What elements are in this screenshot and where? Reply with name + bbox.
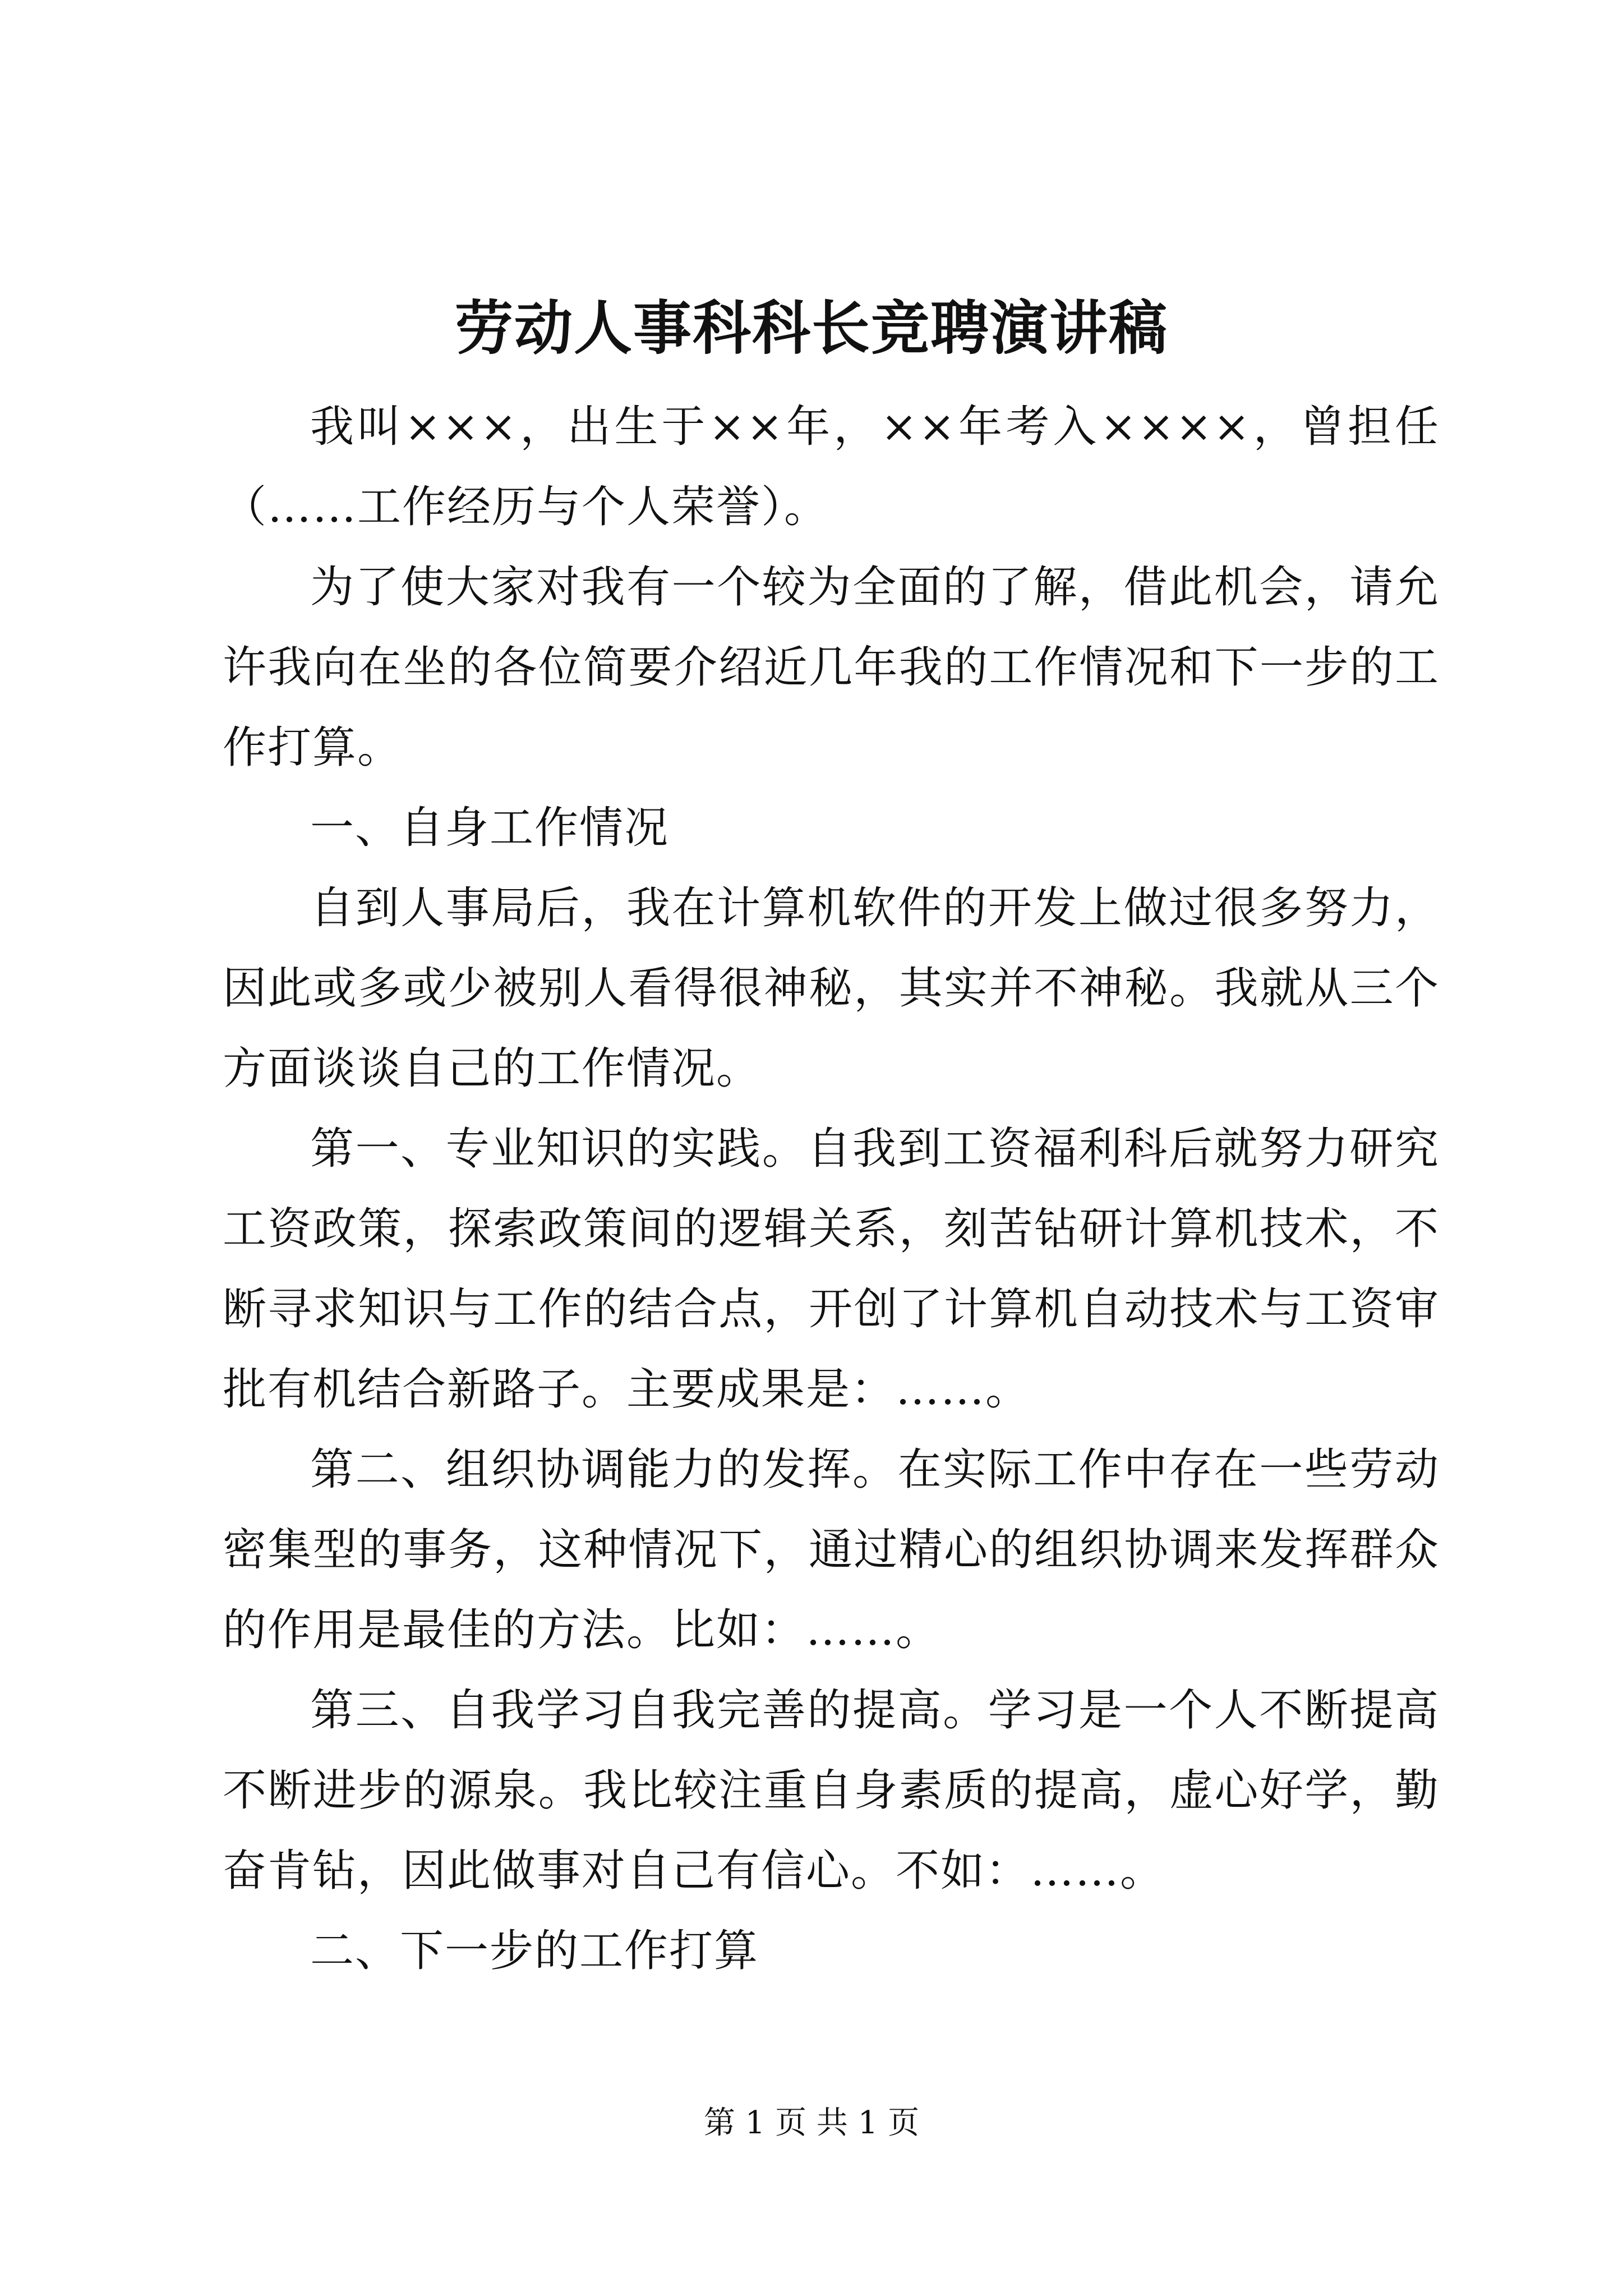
paragraph-first-point: 第一、专业知识的实践。自我到工资福利科后就努力研究工资政策，探索政策间的逻辑关系，刻苦钻研计算机技术，不断寻求知识与工作的结合点，开创了计算机自动技术与工资审批有机结合新路子。主要成果是：……。 xyxy=(223,1124,1440,1415)
page-footer: 第 1 页 共 1 页 xyxy=(703,2105,920,2141)
section-heading-1: 一、自身工作情况 xyxy=(310,803,670,853)
section-heading-2: 二、下一步的工作打算 xyxy=(310,1926,759,1976)
document-body xyxy=(223,387,1440,1991)
paragraph-second-point: 第二、组织协调能力的发挥。在实际工作中存在一些劳动密集型的事务，这种情况下，通过精心的组织协调来发挥群众的作用是最佳的方法。比如：……。 xyxy=(223,1444,1440,1655)
paragraph-intro: 我叫×××，出生于××年，××年考入××××，曾担任（……工作经历与个人荣誉）。 xyxy=(223,402,1440,532)
paragraph-work-overview: 自到人事局后，我在计算机软件的开发上做过很多努力，因此或多或少被别人看得很神秘，其实并不神秘。我就从三个方面谈谈自己的工作情况。 xyxy=(223,883,1440,1094)
paragraph-third-point: 第三、自我学习自我完善的提高。学习是一个人不断提高不断进步的源泉。我比较注重自身素质的提高，虚心好学，勤奋肯钻，因此做事对自己有信心。不如：……。 xyxy=(223,1685,1440,1896)
document-title: 劳动人事科科长竞聘演讲稿 xyxy=(454,293,1168,362)
paragraph-purpose: 为了使大家对我有一个较为全面的了解，借此机会，请允许我向在坐的各位简要介绍近几年我的工作情况和下一步的工作打算。 xyxy=(223,562,1440,773)
